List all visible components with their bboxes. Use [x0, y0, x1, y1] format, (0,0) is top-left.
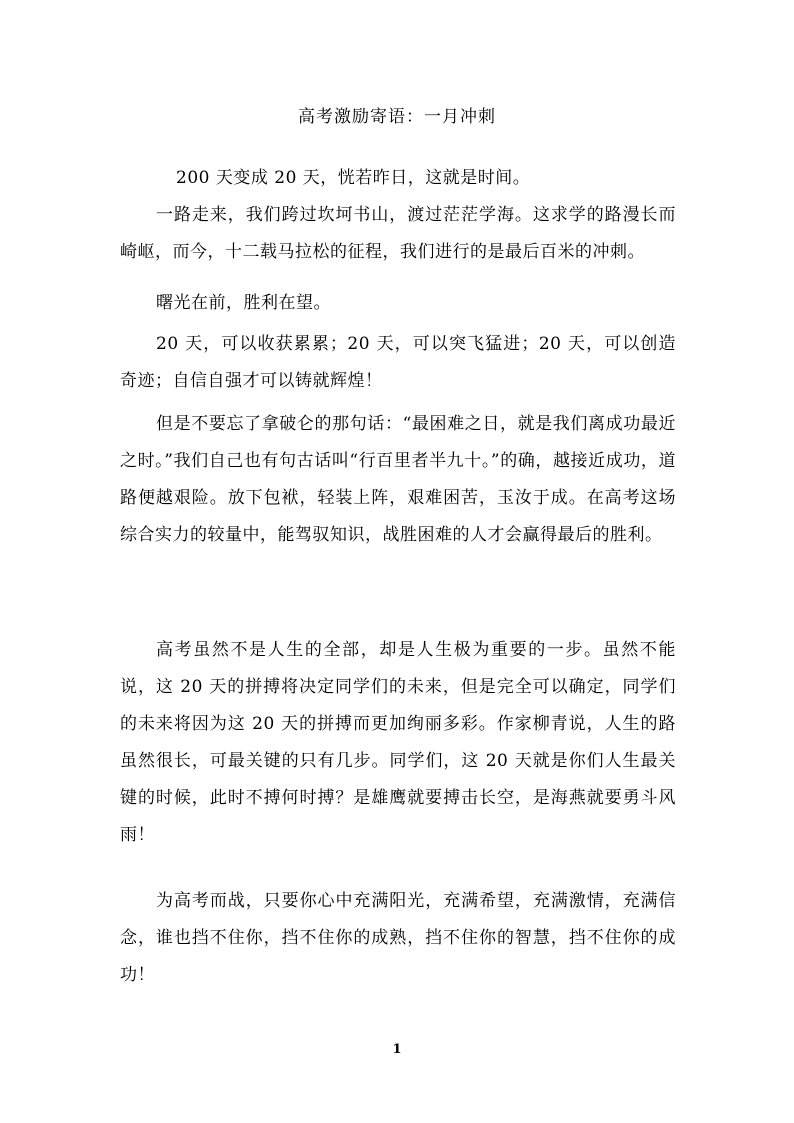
paragraph-dawn: 曙光在前，胜利在望。 — [156, 293, 331, 313]
paragraph-countdown: 200 天变成 20 天，恍若昨日，这就是时间。 — [176, 168, 531, 188]
paragraph-fight-for-exam: 为高考而战，只要你心中充满阳光，充满希望，充满激情，充满信念，谁也挡不住你，挡不住你的成熟，挡不住你的智慧，挡不住你的成功！ — [120, 891, 676, 985]
document-title: 高考激励寄语：一月冲刺 — [298, 107, 496, 127]
paragraph-twenty-days: 20 天，可以收获累累；20 天，可以突飞猛进；20 天，可以创造奇迹；自信自强才可以铸就辉煌！ — [120, 334, 676, 391]
page-number: 1 — [392, 1042, 402, 1057]
paragraph-important-step: 高考虽然不是人生的全部，却是人生极为重要的一步。虽然不能说，这 20 天的拼搏将决定同学们的未来，但是完全可以确定，同学们的未来将因为这 20 天的拼搏而更加绚丽多彩。作家柳青说，人生的路虽然很长，可最关键的只有几步。同学们，这 20 天就是你们人生最关键的时候，此时不搏何时搏？是雄鹰就要搏击长空，是海燕就要勇斗风雨！ — [120, 640, 676, 845]
paragraph-journey: 一路走来，我们跨过坎坷书山，渡过茫茫学海。这求学的路漫长而崎岖，而今，十二载马拉松的征程，我们进行的是最后百米的冲刺。 — [120, 205, 676, 262]
paragraph-napoleon-quote: 但是不要忘了拿破仑的那句话：“最困难之日，就是我们离成功最近之时。”我们自己也有句古话叫“行百里者半九十。”的确，越接近成功，道路便越艰险。放下包袱，轻装上阵，艰难困苦，玉汝于成。在高考这场综合实力的较量中，能驾驭知识，战胜困难的人才会赢得最后的胜利。 — [120, 414, 676, 545]
